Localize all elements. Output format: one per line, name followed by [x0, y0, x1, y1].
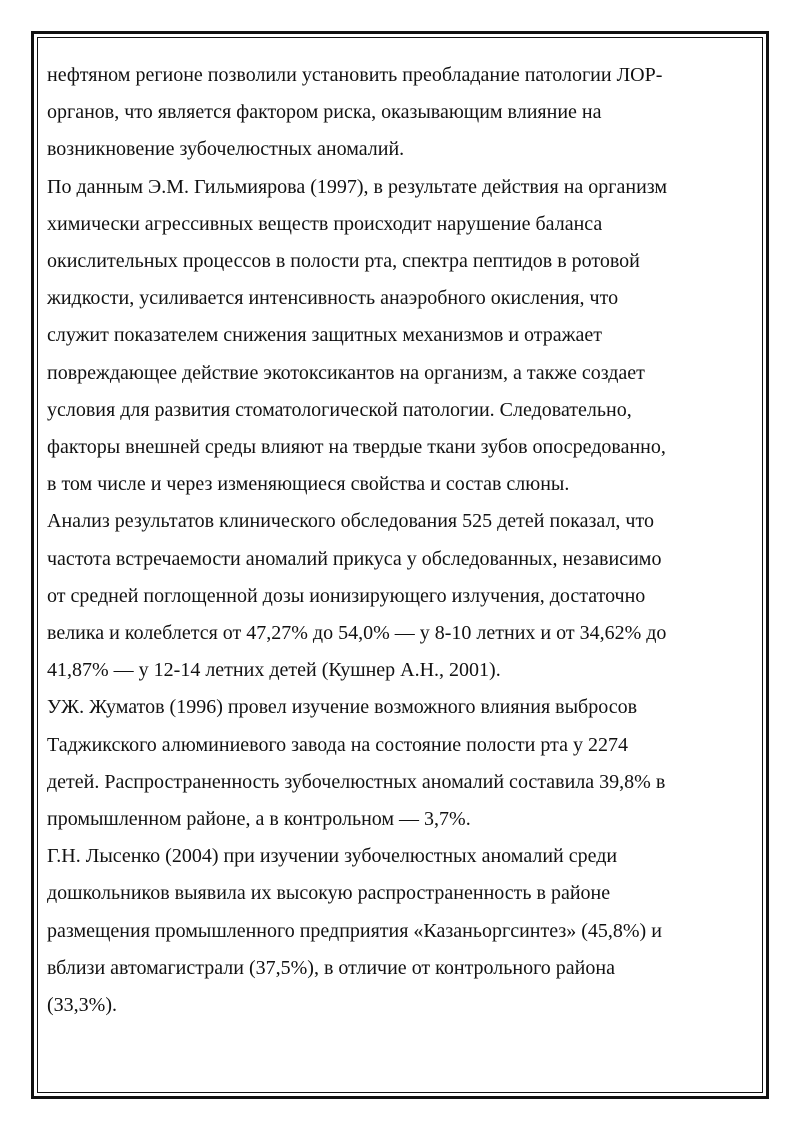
- text-line: вблизи автомагистрали (37,5%), в отличие от контрольного района: [47, 956, 615, 979]
- text-line: Таджикского алюминиевого завода на состояние полости рта у 2274: [47, 733, 628, 756]
- text-line: нефтяном регионе позволили установить преобладание патологии ЛОР-: [47, 64, 663, 86]
- text-line: (33,3%).: [47, 994, 117, 1017]
- document-body: [47, 57, 737, 1024]
- text-line: частота встречаемости аномалий прикуса у обследованных, независимо: [47, 547, 662, 570]
- text-line: служит показателем снижения защитных механизмов и отражает: [47, 324, 602, 347]
- text-line: Анализ результатов клинического обследования 525 детей показал, что: [47, 510, 654, 533]
- text-line: химически агрессивных веществ происходит нарушение баланса: [47, 212, 603, 235]
- text-line: 41,87% — у 12-14 летних детей (Кушнер А.Н., 2001).: [47, 659, 501, 682]
- text-line: жидкости, усиливается интенсивность анаэробного окисления, что: [47, 287, 619, 310]
- text-line: возникновение зубочелюстных аномалий.: [47, 138, 405, 161]
- text-line: органов, что является фактором риска, оказывающим влияние на: [47, 101, 602, 124]
- text-line: размещения промышленного предприятия «Казаньоргсинтез» (45,8%) и: [47, 919, 662, 942]
- text-line: По данным Э.М. Гильмиярова (1997), в результате действия на организм: [47, 175, 668, 198]
- text-line: Г.Н. Лысенко (2004) при изучении зубочелюстных аномалий среди: [47, 845, 618, 868]
- text-line: от средней поглощенной дозы ионизирующего излучения, достаточно: [47, 584, 646, 607]
- text-line: велика и колеблется от 47,27% до 54,0% — у 8-10 летних и от 34,62% до: [47, 622, 667, 645]
- text-line: дошкольников выявила их высокую распространенность в районе: [47, 882, 611, 905]
- text-line: УЖ. Жуматов (1996) провел изучение возможного влияния выбросов: [47, 696, 638, 719]
- text-line: окислительных процессов в полости рта, спектра пептидов в ротовой: [47, 250, 640, 273]
- text-line: повреждающее действие экотоксикантов на организм, а также создает: [47, 361, 645, 384]
- text-line: факторы внешней среды влияют на твердые ткани зубов опосредованно,: [47, 436, 666, 459]
- text-line: условия для развития стоматологической патологии. Следовательно,: [47, 398, 632, 421]
- text-line: промышленном районе, а в контрольном — 3,7%.: [47, 808, 471, 831]
- text-line: детей. Распространенность зубочелюстных аномалий составила 39,8% в: [47, 770, 666, 793]
- text-line: в том числе и через изменяющиеся свойства и состав слюны.: [47, 473, 570, 496]
